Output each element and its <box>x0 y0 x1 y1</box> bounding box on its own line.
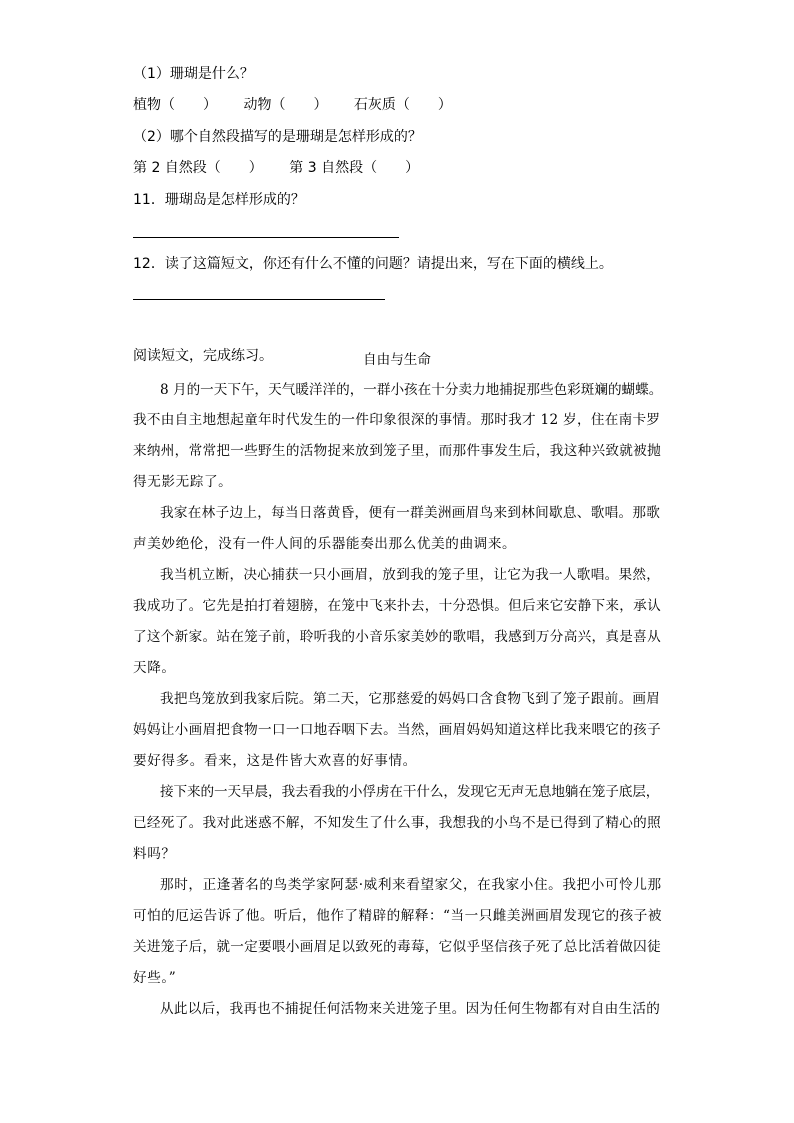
passage-line: 关进笼子后，就一定要喂小画眉足以致死的毒莓，它似乎坚信孩子死了总比活着做囚徒 <box>133 939 661 955</box>
passage-line: 接下来的一天早晨，我去看我的小俘虏在干什么，发现它无声无息地躺在笼子底层， <box>160 784 660 800</box>
passage-line: 我不由自主地想起童年时代发生的一件印象很深的事情。那时我才 12 岁，住在南卡罗 <box>133 412 661 428</box>
passage-line: 了这个新家。站在笼子前，聆听我的小音乐家美妙的歌唱，我感到万分高兴，真是喜从 <box>133 629 661 645</box>
reading-instruction: 阅读短文，完成练习。 <box>133 348 273 364</box>
question-12: 12．读了这篇短文，你还有什么不懂的问题？请提出来，写在下面的横线上。 <box>133 256 613 272</box>
passage-line: 8 月的一天下午，天气暖洋洋的，一群小孩在十分卖力地捕捉那些色彩斑斓的蝴蝶。 <box>160 382 663 398</box>
question-2-options <box>133 158 441 178</box>
passage-line: 我成功了。它先是拍打着翅膀，在笼中飞来扑去，十分恐惧。但后来它安静下来，承认 <box>133 598 661 614</box>
passage-line: 妈妈让小画眉把食物一口一口地吞咽下去。当然，画眉妈妈知道这样比我来喂它的孩子 <box>133 722 661 738</box>
passage-line: 得无影无踪了。 <box>133 474 233 490</box>
passage-line: 我把鸟笼放到我家后院。第二天，它那慈爱的妈妈口含食物飞到了笼子跟前。画眉 <box>160 691 661 707</box>
answer-line-11[interactable] <box>133 237 399 238</box>
passage-line: 天降。 <box>133 660 176 676</box>
passage-line: 已经死了。我对此迷惑不解，不知发生了什么事，我想我的小鸟不是已得到了精心的照 <box>133 815 661 831</box>
passage-line: 从此以后，我再也不捕捉任何活物来关进笼子里。因为任何生物都有对自由生活的 <box>160 1001 661 1017</box>
passage-line: 我当机立断，决心捕获一只小画眉，放到我的笼子里，让它为我一人歌唱。果然， <box>160 567 661 583</box>
passage-line: 我家在林子边上，每当日落黄昏，便有一群美洲画眉鸟来到林间歇息、歌唱。那歌 <box>160 505 661 521</box>
passage-line: 可怕的厄运告诉了他。听后，他作了精辟的解释：“当一只雌美洲画眉发现它的孩子被 <box>133 908 662 924</box>
option-limestone: 石灰质（ ） <box>353 97 452 113</box>
option-animal: 动物（ ） <box>243 97 328 113</box>
option-plant: 植物（ ） <box>133 97 217 113</box>
passage-line: 好些。” <box>133 970 177 986</box>
passage-line: 要好得多。看来，这是件皆大欢喜的好事情。 <box>133 753 417 769</box>
question-1-label: （1）珊瑚是什么？ <box>133 66 254 82</box>
passage-line: 那时，正逢著名的鸟类学家阿瑟·威利来看望家父，在我家小住。我把小可怜儿那 <box>160 877 662 893</box>
answer-line-12[interactable] <box>133 299 385 300</box>
passage-line: 声美妙绝伦，没有一件人间的乐器能奏出那么优美的曲调来。 <box>133 536 517 552</box>
passage-line: 来纳州，常常把一些野生的活物捉来放到笼子里，而那件事发生后，我这种兴致就被抛 <box>133 443 661 459</box>
question-1-options <box>133 95 474 115</box>
option-paragraph-2: 第 2 自然段（ ） <box>133 160 263 176</box>
question-11: 11．珊瑚岛是怎样形成的？ <box>133 192 305 208</box>
option-paragraph-3: 第 3 自然段（ ） <box>289 160 420 176</box>
question-2-label: （2）哪个自然段描写的是珊瑚是怎样形成的？ <box>133 129 422 145</box>
passage-line: 料吗？ <box>133 846 176 862</box>
passage-title: 自由与生命 <box>363 352 431 368</box>
